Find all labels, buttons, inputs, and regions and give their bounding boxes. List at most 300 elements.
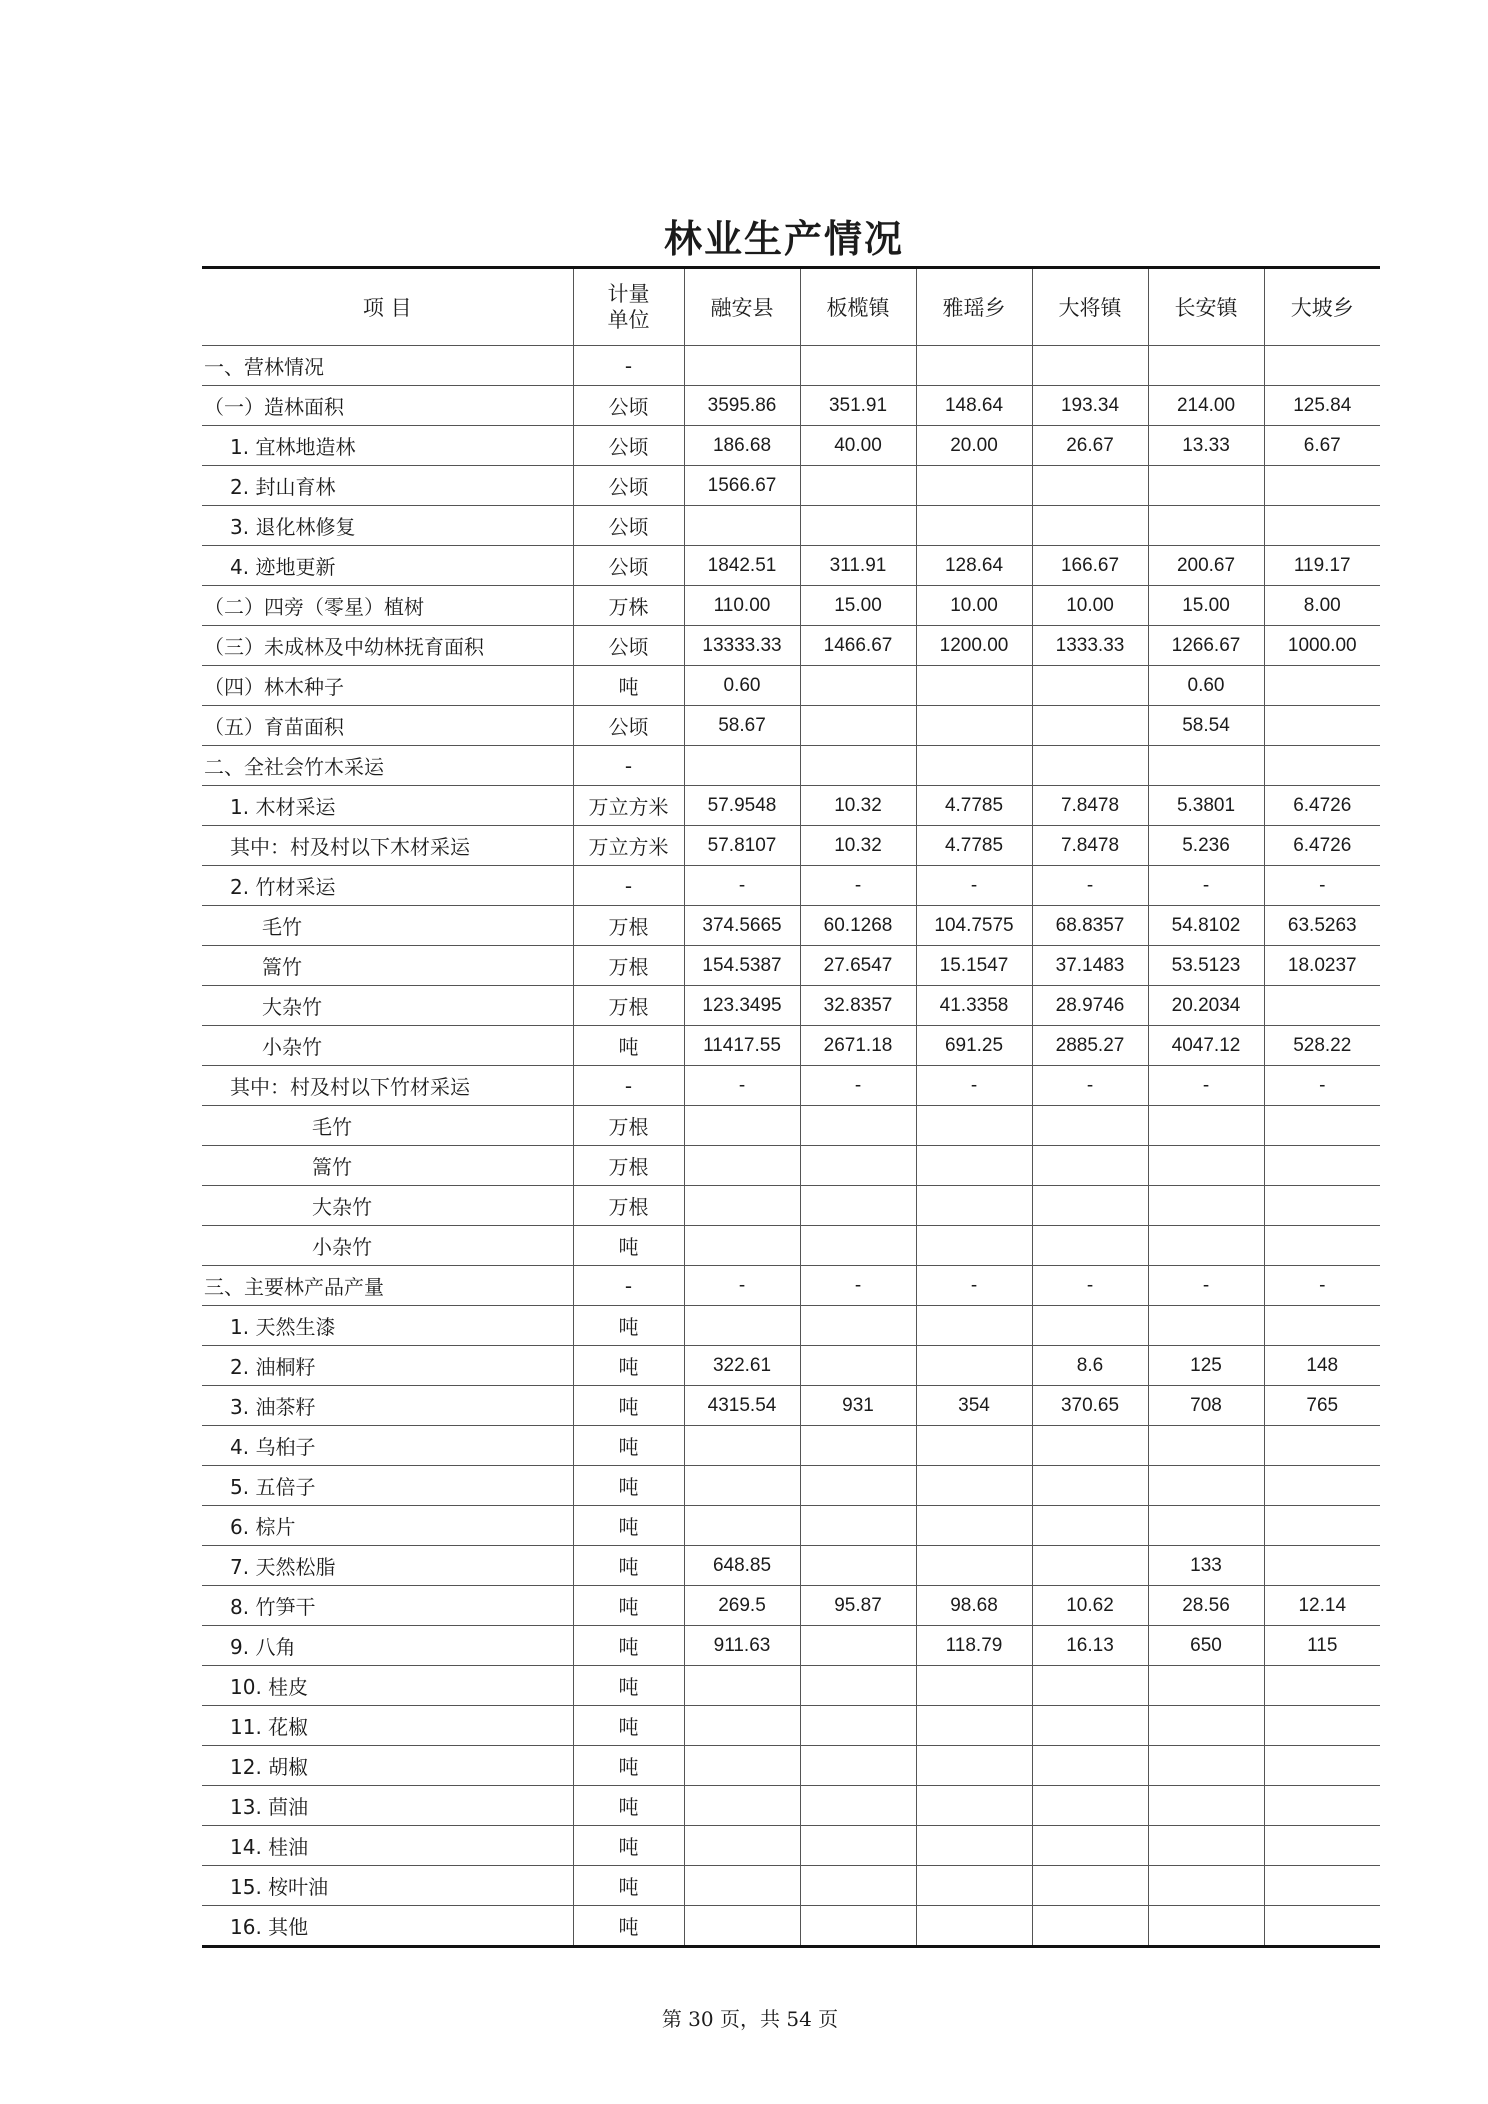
cell-value <box>1264 1106 1380 1146</box>
row-label: 3. 退化林修复 <box>202 506 573 546</box>
cell-value <box>1264 466 1380 506</box>
cell-value: 119.17 <box>1264 546 1380 586</box>
cell-value: 27.6547 <box>800 946 916 986</box>
row-unit: 公顷 <box>573 546 684 586</box>
row-unit: 吨 <box>573 1906 684 1947</box>
cell-value <box>916 706 1032 746</box>
cell-value: 650 <box>1148 1626 1264 1666</box>
cell-value <box>800 1306 916 1346</box>
row-label: 1. 宜林地造林 <box>202 426 573 466</box>
header-unit-line1: 计量 <box>607 282 650 306</box>
cell-value <box>1264 1426 1380 1466</box>
cell-value <box>1148 1146 1264 1186</box>
header-town: 大坡乡 <box>1264 268 1380 346</box>
row-label: 1. 天然生漆 <box>202 1306 573 1346</box>
cell-value: - <box>684 1066 800 1106</box>
cell-value: 13333.33 <box>684 626 800 666</box>
row-unit: 吨 <box>573 1786 684 1826</box>
cell-value <box>800 1146 916 1186</box>
forestry-table <box>202 266 1380 1948</box>
cell-value <box>916 1346 1032 1386</box>
cell-value <box>1032 1226 1148 1266</box>
cell-value: 54.8102 <box>1148 906 1264 946</box>
row-label: （二）四旁（零星）植树 <box>202 586 573 626</box>
row-unit: 万根 <box>573 1146 684 1186</box>
cell-value <box>1032 466 1148 506</box>
cell-value <box>1148 466 1264 506</box>
cell-value <box>1032 1866 1148 1906</box>
cell-value: 10.62 <box>1032 1586 1148 1626</box>
row-label: 4. 迹地更新 <box>202 546 573 586</box>
cell-value: 28.9746 <box>1032 986 1148 1026</box>
cell-value: 118.79 <box>916 1626 1032 1666</box>
cell-value <box>1264 746 1380 786</box>
cell-value: 133 <box>1148 1546 1264 1586</box>
cell-value <box>916 1666 1032 1706</box>
cell-value <box>684 1186 800 1226</box>
cell-value <box>1264 1226 1380 1266</box>
cell-value: 4047.12 <box>1148 1026 1264 1066</box>
header-unit <box>573 268 684 346</box>
row-unit: 吨 <box>573 1746 684 1786</box>
cell-value <box>1032 506 1148 546</box>
table-row <box>202 1106 1380 1146</box>
cell-value <box>916 1866 1032 1906</box>
row-label: 2. 竹材采运 <box>202 866 573 906</box>
cell-value: 115 <box>1264 1626 1380 1666</box>
row-label: 16. 其他 <box>202 1906 573 1947</box>
cell-value <box>1148 1666 1264 1706</box>
table-row <box>202 426 1380 466</box>
cell-value <box>684 1906 800 1947</box>
table-header-row <box>202 268 1380 346</box>
row-label: 8. 竹笋干 <box>202 1586 573 1626</box>
row-unit: 公顷 <box>573 506 684 546</box>
cell-value <box>916 1706 1032 1746</box>
cell-value: - <box>916 1066 1032 1106</box>
table-row <box>202 666 1380 706</box>
cell-value: 7.8478 <box>1032 826 1148 866</box>
cell-value: - <box>1032 866 1148 906</box>
cell-value: - <box>916 1266 1032 1306</box>
cell-value: 1466.67 <box>800 626 916 666</box>
cell-value: 10.32 <box>800 786 916 826</box>
cell-value: 166.67 <box>1032 546 1148 586</box>
header-town: 板榄镇 <box>800 268 916 346</box>
cell-value: 125 <box>1148 1346 1264 1386</box>
cell-value: 20.00 <box>916 426 1032 466</box>
cell-value: 311.91 <box>800 546 916 586</box>
cell-value: 58.67 <box>684 706 800 746</box>
cell-value: - <box>800 1066 916 1106</box>
row-label: 9. 八角 <box>202 1626 573 1666</box>
row-unit: 吨 <box>573 1506 684 1546</box>
cell-value: 6.4726 <box>1264 786 1380 826</box>
cell-value <box>1148 1226 1264 1266</box>
cell-value <box>1148 1506 1264 1546</box>
cell-value <box>916 1466 1032 1506</box>
cell-value <box>1264 346 1380 386</box>
row-unit: 吨 <box>573 1706 684 1746</box>
cell-value: 1333.33 <box>1032 626 1148 666</box>
cell-value: 154.5387 <box>684 946 800 986</box>
cell-value: 8.00 <box>1264 586 1380 626</box>
table-row <box>202 386 1380 426</box>
cell-value <box>1264 1146 1380 1186</box>
cell-value <box>800 1866 916 1906</box>
cell-value <box>684 1106 800 1146</box>
row-label: 4. 乌桕子 <box>202 1426 573 1466</box>
cell-value <box>800 506 916 546</box>
cell-value: 4315.54 <box>684 1386 800 1426</box>
row-unit: - <box>573 746 684 786</box>
row-unit: 万立方米 <box>573 786 684 826</box>
table-row <box>202 1386 1380 1426</box>
cell-value <box>1264 1186 1380 1226</box>
cell-value: 15.00 <box>800 586 916 626</box>
cell-value: 12.14 <box>1264 1586 1380 1626</box>
cell-value <box>1148 1466 1264 1506</box>
cell-value: 528.22 <box>1264 1026 1380 1066</box>
cell-value <box>916 1506 1032 1546</box>
cell-value <box>1264 1546 1380 1586</box>
cell-value: 1266.67 <box>1148 626 1264 666</box>
row-unit: 吨 <box>573 1226 684 1266</box>
cell-value: 40.00 <box>800 426 916 466</box>
cell-value <box>800 1826 916 1866</box>
cell-value <box>684 1306 800 1346</box>
table-row <box>202 906 1380 946</box>
table-row <box>202 1626 1380 1666</box>
cell-value <box>1032 1146 1148 1186</box>
table-row <box>202 1586 1380 1626</box>
row-label: 毛竹 <box>202 1106 573 1146</box>
cell-value: - <box>1264 1066 1380 1106</box>
header-unit-line2: 单位 <box>607 308 650 332</box>
cell-value: 26.67 <box>1032 426 1148 466</box>
row-label: 小杂竹 <box>202 1226 573 1266</box>
table-row <box>202 1146 1380 1186</box>
cell-value <box>1148 1866 1264 1906</box>
cell-value: 5.3801 <box>1148 786 1264 826</box>
cell-value: - <box>1264 1266 1380 1306</box>
cell-value: - <box>1032 1066 1148 1106</box>
table-row <box>202 466 1380 506</box>
cell-value <box>800 666 916 706</box>
cell-value <box>684 1426 800 1466</box>
table-row <box>202 706 1380 746</box>
cell-value: 110.00 <box>684 586 800 626</box>
cell-value <box>1264 986 1380 1026</box>
cell-value: - <box>1148 1066 1264 1106</box>
row-unit: 吨 <box>573 1346 684 1386</box>
cell-value <box>916 1786 1032 1826</box>
cell-value: 41.3358 <box>916 986 1032 1026</box>
cell-value: 60.1268 <box>800 906 916 946</box>
cell-value <box>800 1506 916 1546</box>
cell-value <box>800 1466 916 1506</box>
cell-value <box>1264 1866 1380 1906</box>
cell-value <box>1148 1706 1264 1746</box>
row-unit: 万根 <box>573 1186 684 1226</box>
row-unit: 万株 <box>573 586 684 626</box>
table-row <box>202 586 1380 626</box>
row-label: 篙竹 <box>202 1146 573 1186</box>
cell-value: 57.9548 <box>684 786 800 826</box>
row-unit: 吨 <box>573 1306 684 1346</box>
row-label: 7. 天然松脂 <box>202 1546 573 1586</box>
cell-value: 911.63 <box>684 1626 800 1666</box>
cell-value <box>684 1786 800 1826</box>
cell-value <box>916 346 1032 386</box>
cell-value: 32.8357 <box>800 986 916 1026</box>
cell-value: 691.25 <box>916 1026 1032 1066</box>
cell-value: 53.5123 <box>1148 946 1264 986</box>
cell-value <box>1264 1906 1380 1947</box>
row-unit: 吨 <box>573 1466 684 1506</box>
cell-value: 148.64 <box>916 386 1032 426</box>
row-label: 2. 油桐籽 <box>202 1346 573 1386</box>
row-label: 大杂竹 <box>202 986 573 1026</box>
cell-value <box>916 1306 1032 1346</box>
cell-value: 123.3495 <box>684 986 800 1026</box>
cell-value: 1200.00 <box>916 626 1032 666</box>
table-row <box>202 1706 1380 1746</box>
cell-value <box>916 1546 1032 1586</box>
cell-value: 2671.18 <box>800 1026 916 1066</box>
cell-value <box>1148 1426 1264 1466</box>
cell-value <box>1264 1706 1380 1746</box>
cell-value: 15.1547 <box>916 946 1032 986</box>
cell-value <box>684 746 800 786</box>
page-footer: 第 30 页，共 54 页 <box>661 2007 839 2031</box>
cell-value <box>1032 1826 1148 1866</box>
cell-value: - <box>800 866 916 906</box>
row-label: 6. 棕片 <box>202 1506 573 1546</box>
row-unit: 吨 <box>573 1666 684 1706</box>
cell-value <box>800 1906 916 1947</box>
header-item: 项 目 <box>202 268 573 346</box>
row-label: 毛竹 <box>202 906 573 946</box>
cell-value: 28.56 <box>1148 1586 1264 1626</box>
cell-value <box>800 746 916 786</box>
cell-value: - <box>800 1266 916 1306</box>
table-row <box>202 866 1380 906</box>
cell-value: 1566.67 <box>684 466 800 506</box>
cell-value <box>800 706 916 746</box>
cell-value: 98.68 <box>916 1586 1032 1626</box>
cell-value <box>1032 1906 1148 1947</box>
cell-value <box>1032 666 1148 706</box>
table-row <box>202 1866 1380 1906</box>
cell-value: - <box>1032 1266 1148 1306</box>
cell-value: 186.68 <box>684 426 800 466</box>
table-row <box>202 1026 1380 1066</box>
cell-value: 125.84 <box>1264 386 1380 426</box>
cell-value <box>1032 346 1148 386</box>
cell-value: 57.8107 <box>684 826 800 866</box>
cell-value: 18.0237 <box>1264 946 1380 986</box>
cell-value <box>1148 1826 1264 1866</box>
table-row <box>202 1786 1380 1826</box>
cell-value <box>1032 1306 1148 1346</box>
cell-value <box>684 1746 800 1786</box>
cell-value: 648.85 <box>684 1546 800 1586</box>
cell-value: 128.64 <box>916 546 1032 586</box>
row-unit: 公顷 <box>573 426 684 466</box>
cell-value <box>1264 1826 1380 1866</box>
cell-value <box>800 466 916 506</box>
cell-value: 15.00 <box>1148 586 1264 626</box>
cell-value: 3595.86 <box>684 386 800 426</box>
row-label: 15. 桉叶油 <box>202 1866 573 1906</box>
row-label: 14. 桂油 <box>202 1826 573 1866</box>
cell-value <box>800 1746 916 1786</box>
row-label: 其中：村及村以下木材采运 <box>202 826 573 866</box>
table-row <box>202 786 1380 826</box>
cell-value: 193.34 <box>1032 386 1148 426</box>
row-label: 2. 封山育林 <box>202 466 573 506</box>
cell-value: 2885.27 <box>1032 1026 1148 1066</box>
table-row <box>202 1066 1380 1106</box>
cell-value: 4.7785 <box>916 826 1032 866</box>
table-row <box>202 546 1380 586</box>
row-unit: 万根 <box>573 906 684 946</box>
cell-value <box>800 1786 916 1826</box>
cell-value: 10.00 <box>916 586 1032 626</box>
table-row <box>202 1306 1380 1346</box>
cell-value <box>684 1146 800 1186</box>
row-label: 3. 油茶籽 <box>202 1386 573 1426</box>
row-unit: - <box>573 1266 684 1306</box>
cell-value: 200.67 <box>1148 546 1264 586</box>
cell-value <box>800 1106 916 1146</box>
cell-value: 63.5263 <box>1264 906 1380 946</box>
cell-value: 11417.55 <box>684 1026 800 1066</box>
row-unit: 吨 <box>573 1026 684 1066</box>
table-row <box>202 826 1380 866</box>
row-unit: - <box>573 866 684 906</box>
cell-value <box>1032 1106 1148 1146</box>
cell-value <box>1032 1666 1148 1706</box>
row-label: 12. 胡椒 <box>202 1746 573 1786</box>
cell-value <box>684 1706 800 1746</box>
row-label: 1. 木材采运 <box>202 786 573 826</box>
cell-value <box>684 1226 800 1266</box>
cell-value <box>1264 506 1380 546</box>
cell-value <box>916 1746 1032 1786</box>
row-unit: 吨 <box>573 1546 684 1586</box>
row-unit: 公顷 <box>573 386 684 426</box>
cell-value: - <box>684 866 800 906</box>
row-label: （五）育苗面积 <box>202 706 573 746</box>
cell-value <box>1032 1746 1148 1786</box>
cell-value <box>1264 1746 1380 1786</box>
cell-value <box>800 1426 916 1466</box>
cell-value <box>800 1346 916 1386</box>
row-label: （三）未成林及中幼林抚育面积 <box>202 626 573 666</box>
cell-value: 104.7575 <box>916 906 1032 946</box>
cell-value: 5.236 <box>1148 826 1264 866</box>
cell-value <box>1032 1546 1148 1586</box>
cell-value: 351.91 <box>800 386 916 426</box>
cell-value <box>1148 1106 1264 1146</box>
table-row <box>202 1266 1380 1306</box>
cell-value <box>916 666 1032 706</box>
cell-value <box>1148 1906 1264 1947</box>
row-label: 大杂竹 <box>202 1186 573 1226</box>
cell-value <box>800 1666 916 1706</box>
cell-value: 95.87 <box>800 1586 916 1626</box>
cell-value <box>1148 346 1264 386</box>
row-label: 二、全社会竹木采运 <box>202 746 573 786</box>
cell-value <box>1032 1786 1148 1826</box>
cell-value <box>800 1226 916 1266</box>
row-unit: 万立方米 <box>573 826 684 866</box>
cell-value: 931 <box>800 1386 916 1426</box>
cell-value <box>800 1706 916 1746</box>
cell-value: 765 <box>1264 1386 1380 1426</box>
cell-value <box>916 1226 1032 1266</box>
row-label: 其中：村及村以下竹材采运 <box>202 1066 573 1106</box>
cell-value <box>684 346 800 386</box>
cell-value: 214.00 <box>1148 386 1264 426</box>
row-label: （四）林木种子 <box>202 666 573 706</box>
cell-value: - <box>916 866 1032 906</box>
row-unit: 公顷 <box>573 706 684 746</box>
table-row <box>202 1226 1380 1266</box>
cell-value <box>684 1666 800 1706</box>
table-row <box>202 946 1380 986</box>
table-row <box>202 1746 1380 1786</box>
row-label: 三、主要林产品产量 <box>202 1266 573 1306</box>
row-unit: 公顷 <box>573 626 684 666</box>
row-unit: 吨 <box>573 1826 684 1866</box>
cell-value <box>1032 1186 1148 1226</box>
row-unit: 万根 <box>573 946 684 986</box>
cell-value <box>800 1546 916 1586</box>
cell-value: 10.32 <box>800 826 916 866</box>
cell-value <box>1148 1746 1264 1786</box>
row-unit: 吨 <box>573 666 684 706</box>
table-row <box>202 1346 1380 1386</box>
cell-value: 148 <box>1264 1346 1380 1386</box>
cell-value: 20.2034 <box>1148 986 1264 1026</box>
cell-value <box>916 1106 1032 1146</box>
table-row <box>202 1666 1380 1706</box>
row-unit: - <box>573 346 684 386</box>
row-label: 13. 茴油 <box>202 1786 573 1826</box>
table-row <box>202 346 1380 386</box>
cell-value <box>1032 1706 1148 1746</box>
row-label: （一）造林面积 <box>202 386 573 426</box>
row-label: 10. 桂皮 <box>202 1666 573 1706</box>
row-label: 11. 花椒 <box>202 1706 573 1746</box>
cell-value <box>916 466 1032 506</box>
cell-value: 8.6 <box>1032 1346 1148 1386</box>
cell-value <box>1264 1506 1380 1546</box>
table-row <box>202 1546 1380 1586</box>
page-title: 林业生产情况 <box>663 217 904 261</box>
cell-value: 0.60 <box>1148 666 1264 706</box>
table-row <box>202 1506 1380 1546</box>
row-unit: 万根 <box>573 986 684 1026</box>
cell-value: 7.8478 <box>1032 786 1148 826</box>
cell-value: - <box>684 1266 800 1306</box>
cell-value <box>1264 706 1380 746</box>
cell-value <box>1264 666 1380 706</box>
cell-value: - <box>1264 866 1380 906</box>
